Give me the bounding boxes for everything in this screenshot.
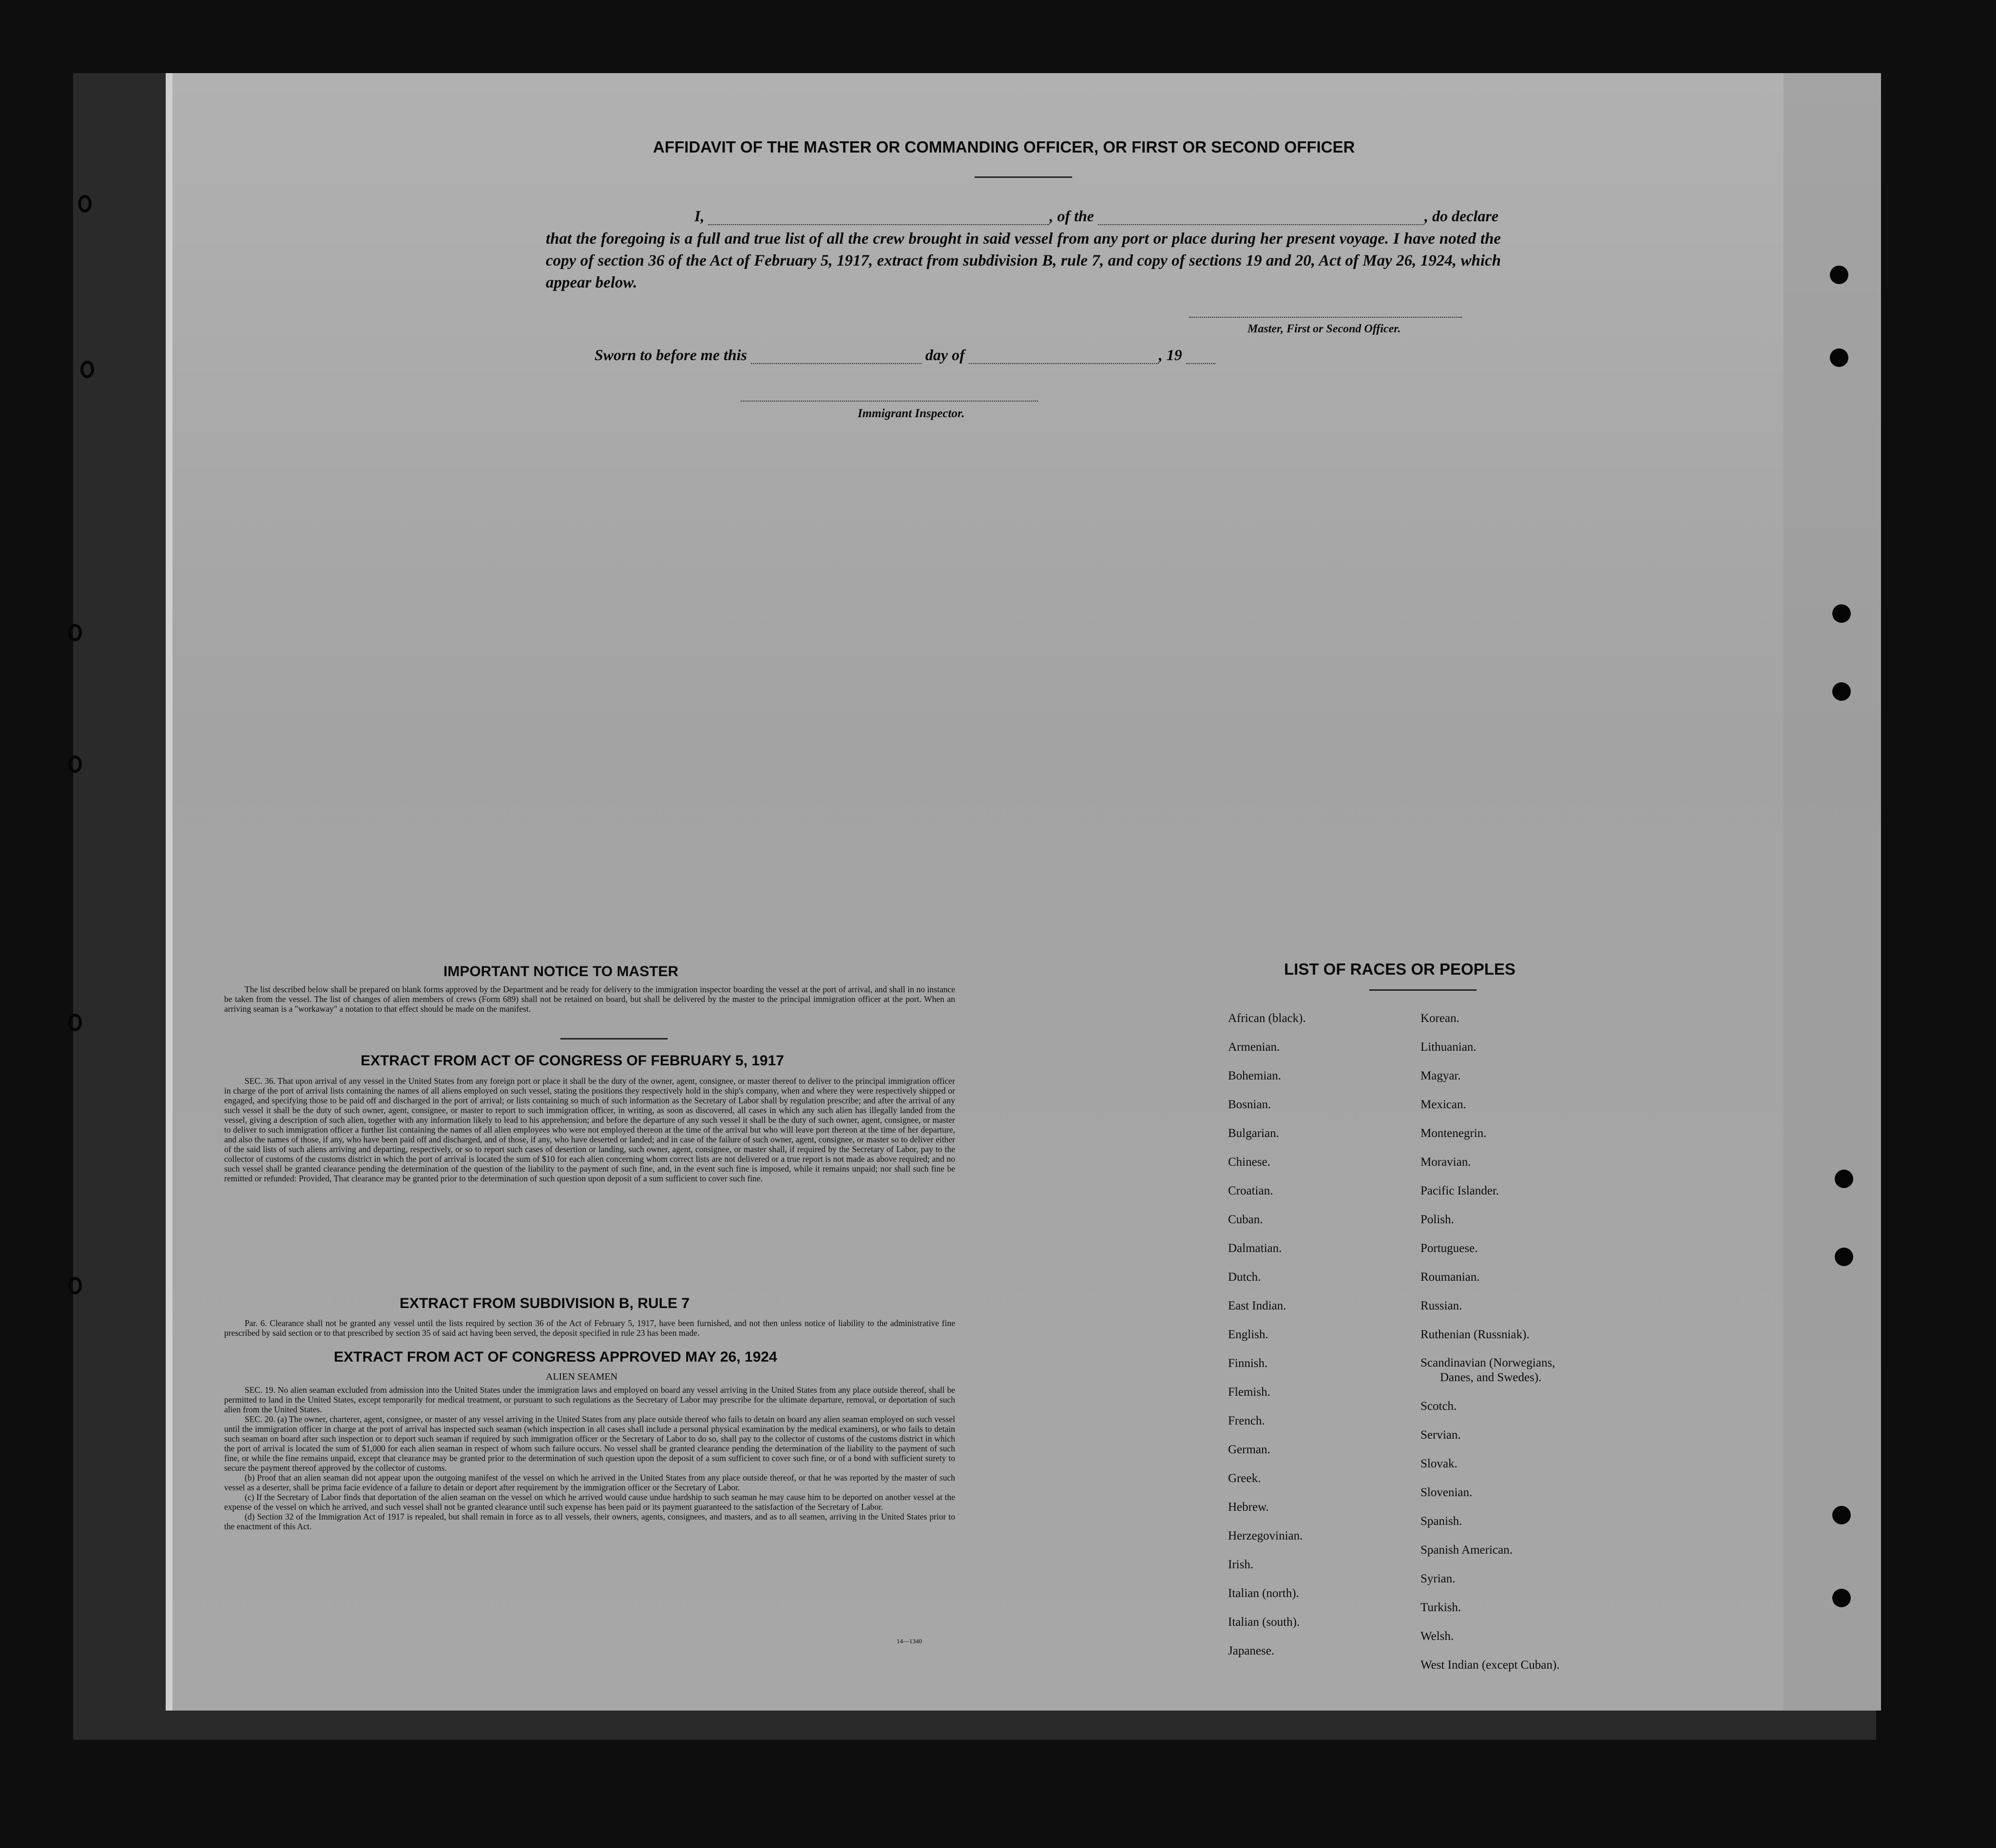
declarant-line [694, 207, 1498, 225]
binder-hole-icon [68, 755, 82, 773]
punch-hole-icon [1830, 266, 1848, 284]
sec20a-text: SEC. 20. (a) The owner, charterer, agent, consignee, or master of any vessel arriving in the United States from any place outside thereof who fails to detain on board any alien seaman employed on such vessel until the immigration officer in charge at the port of arrival has inspected such seaman (which inspection in all cases shall include a personal physical examination by the medical examiners), or who fails to detain such seaman on board after such inspection or to deport such seaman if required by such immigration officer or the Secretary of Labor to do so, shall pay to the collector of customs of the customs district in which the port of arrival is located the sum of $1,000 for each alien seaman in respect of whom such failure occurs. No vessel shall be granted clearance pending the determination of the liability to the payment of such fine, or while the fine remains unpaid, except that clearance may be granted prior to the determination of such question upon the deposit of a sum sufficient to cover such fine, or of a bond with sufficient surety to secure the payment thereof approved by the collector of customs. [224, 1414, 955, 1473]
race-item: Greek. [1228, 1472, 1261, 1485]
affidavit-body [546, 228, 1501, 294]
race-item: Slovak. [1420, 1457, 1458, 1470]
sec20d-text: (d) Section 32 of the Immigration Act of 1917 is repealed, but shall remain in force as to all vessels, their owners, agents, consignees, and masters, and as to all seamen, arriving in the United States prior to the enactment of this Act. [224, 1512, 955, 1531]
race-item: Pacific Islander. [1420, 1184, 1499, 1197]
race-item: Spanish. [1420, 1515, 1462, 1528]
sworn-dayof: day of [925, 346, 965, 364]
declare-text: , do declare [1424, 207, 1498, 225]
affidavit-title: AFFIDAVIT OF THE MASTER OR COMMANDING OFFICER, OR FIRST OR SECOND OFFICER [653, 138, 1355, 156]
races-right-column [1420, 1004, 1559, 1679]
title-rule [975, 176, 1072, 178]
race-item: Mexican. [1420, 1098, 1466, 1111]
race-item: African (black). [1228, 1012, 1306, 1025]
sworn-month-field[interactable] [969, 363, 1159, 364]
declarant-prefix: I, [694, 207, 705, 225]
races-title: LIST OF RACES OR PEOPLES [1284, 960, 1516, 978]
race-item: Syrian. [1420, 1572, 1456, 1585]
extract-1924-title: EXTRACT FROM ACT OF CONGRESS APPROVED MAY 26, 1924 [334, 1349, 777, 1365]
section-rule [560, 1038, 668, 1040]
race-item: Bosnian. [1228, 1098, 1271, 1111]
declarant-name-field[interactable] [708, 224, 1049, 225]
sworn-prefix: Sworn to before me this [595, 346, 747, 364]
race-item: German. [1228, 1443, 1270, 1456]
race-item: Italian (south). [1228, 1616, 1300, 1629]
sec19-text: SEC. 19. No alien seaman excluded from admission into the United States under the immigration laws and employed on board any vessel arriving in the United States from any place outside thereof, shall be permitted to land in the United States, except temporarily for medical treatment, or pursuant to such regulations as the Secretary of Labor may prescribe for the ultimate departure, removal, or deportation of such alien from the United States. [224, 1385, 955, 1414]
races-rule [1369, 989, 1477, 991]
race-item: Slovenian. [1420, 1486, 1473, 1499]
rule7-body [224, 1318, 955, 1338]
race-item: Japanese. [1228, 1644, 1275, 1657]
extract-1924-body [224, 1385, 955, 1531]
race-item: Dutch. [1228, 1270, 1261, 1284]
punch-hole-icon [1832, 682, 1851, 701]
punch-hole-icon [1830, 348, 1848, 367]
punch-hole-icon [1832, 1589, 1851, 1607]
race-item: Irish. [1228, 1558, 1254, 1571]
race-item: West Indian (except Cuban). [1420, 1658, 1560, 1672]
extract-1917-body [224, 1076, 955, 1183]
race-item: Danes, and Swedes). [1440, 1371, 1542, 1384]
sec20b-text: (b) Proof that an alien seaman did not appear upon the outgoing manifest of the vessel on which he arrived in the United States from any place outside thereof, or that he was reported by the master of such vessel as a deserter, shall be prima facie evidence of a failure to detain or deport after requirement by the immigration officer or the Secretary of Labor. [224, 1473, 955, 1492]
race-item: Portuguese. [1420, 1242, 1478, 1255]
vessel-name-field[interactable] [1098, 224, 1424, 225]
race-item: Ruthenian (Russniak). [1420, 1328, 1530, 1341]
race-item: Bohemian. [1228, 1069, 1282, 1082]
race-item: Croatian. [1228, 1184, 1273, 1197]
races-left-column [1228, 1004, 1306, 1665]
master-caption: Master, First or Second Officer. [1248, 323, 1401, 335]
race-item: Welsh. [1420, 1630, 1454, 1643]
race-item: Italian (north). [1228, 1587, 1299, 1600]
race-item: Scandinavian (Norwegians, [1420, 1356, 1555, 1369]
race-item: Polish. [1420, 1213, 1454, 1226]
alien-seamen-subtitle: ALIEN SEAMEN [546, 1371, 618, 1382]
inspector-caption: Immigrant Inspector. [858, 407, 965, 420]
race-item: Turkish. [1420, 1601, 1461, 1614]
race-item: Servian. [1420, 1428, 1461, 1442]
race-item: Montenegrin. [1420, 1127, 1487, 1140]
race-item: Roumanian. [1420, 1270, 1480, 1284]
punch-hole-icon [1832, 604, 1851, 623]
race-item: Herzegovinian. [1228, 1529, 1303, 1542]
binder-hole-icon [68, 624, 82, 641]
notice-title: IMPORTANT NOTICE TO MASTER [443, 963, 679, 980]
sworn-year: , 19 [1158, 346, 1182, 364]
binder-hole-icon [68, 1277, 82, 1294]
race-item: French. [1228, 1414, 1265, 1427]
race-item: English. [1228, 1328, 1268, 1341]
race-item: Korean. [1420, 1012, 1459, 1025]
race-item: East Indian. [1228, 1299, 1286, 1312]
race-item: Moravian. [1420, 1155, 1471, 1169]
form-number: 14—1340 [897, 1637, 922, 1645]
race-item: Scotch. [1420, 1400, 1457, 1413]
notice-text: The list described below shall be prepared on blank forms approved by the Department and be ready for delivery to the immigration inspector boarding the vessel at the port of arrival, and shall in no instance be taken from the vessel. The list of changes of alien members of crews (Form 689) shall not be retained on board, but shall be delivered by the master to the principal immigration officer at the port. When an arriving seaman is a "workaway" a notation to that effect should be made on the manifest. [224, 984, 955, 1014]
sworn-year-field[interactable] [1186, 363, 1215, 364]
race-item: Finnish. [1228, 1357, 1268, 1370]
race-item: Russian. [1420, 1299, 1462, 1312]
master-signature-line[interactable] [1189, 317, 1462, 318]
affidavit-statement: that the foregoing is a full and true list of all the crew brought in said vessel from any port or place during her present voyage. I have noted the copy of section 36 of the Act of February 5, 1917, extract from subdivision B, rule 7, and copy of sections 19 and 20, Act of May 26, 1924, which appear below. [546, 230, 1501, 291]
sworn-line [595, 346, 1215, 364]
race-item: Dalmatian. [1228, 1242, 1282, 1255]
race-item: Flemish. [1228, 1386, 1270, 1399]
binder-hole-icon [68, 1014, 82, 1031]
race-item: Bulgarian. [1228, 1127, 1279, 1140]
inspector-signature-line[interactable] [741, 401, 1038, 402]
form-page [166, 73, 1881, 1711]
race-item: Lithuanian. [1420, 1040, 1477, 1054]
notice-body [224, 984, 955, 1014]
binder-hole-icon [78, 195, 92, 212]
race-item: Cuban. [1228, 1213, 1263, 1226]
punch-hole-icon [1832, 1506, 1851, 1524]
sec36-text: SEC. 36. That upon arrival of any vessel in the United States from any foreign port or place it shall be the duty of the owner, agent, consignee, or master thereof to deliver to the principal immigration officer in charge of the port of arrival lists containing the names of all aliens employed on such vessel, stating the positions they respectively hold in the ship's company, when and where they were respectively shipped or engaged, and specifying those to be paid off and discharged in the port of arrival; or lists containing so much of such information as the Secretary of Labor shall by regulation prescribe; and after the arrival of any such vessel it shall be the duty of such owner, agent, consignee, or master to report to such immigration officer, in writing, as soon as discovered, all cases in which any such alien has illegally landed from the vessel, giving a description of such alien, together with any information likely to lead to his apprehension; and before the departure of any such vessel it shall be the duty of such owner, agent, consignee, or master to deliver to such immigration officer a further list containing the names of all alien employees who were not employed thereon at the time of the arrival but who will leave port thereon at the time of her departure, and also the names of those, if any, who have been paid off and discharged, and of those, if any, who have deserted or landed; and in case of the failure of such owner, agent, consignee, or master so to deliver either of the said lists of such aliens arriving and departing, respectively, or so to report such cases of desertion or landing, such owner, agent, consignee, or master shall, if required by the Secretary of Labor, pay to the collector of customs of the customs district in which the port of arrival is located the sum of $10 for each alien concerning whom correct lists are not delivered or a true report is not made as above required; and no such vessel shall be granted clearance pending the determination of the question of the liability to the payment of such fine, and, in the event such fine is imposed, while it remains unpaid; nor shall such fine be remitted or refunded: Provided, That clearance may be granted prior to the determination of such question upon deposit of a sum sufficient to cover such fine. [224, 1076, 955, 1183]
extract-1917-title: EXTRACT FROM ACT OF CONGRESS OF FEBRUARY 5, 1917 [361, 1053, 784, 1069]
vessel-prefix: , of the [1049, 207, 1094, 225]
punch-hole-icon [1835, 1248, 1853, 1266]
rule7-text: Par. 6. Clearance shall not be granted any vessel until the lists required by section 36 of the Act of February 5, 1917, have been furnished, and not then unless notice of liability to the administrative fine prescribed by said section or to that prescribed by section 35 of said act having been served, the deposit specified in rule 23 has been made. [224, 1318, 955, 1338]
sworn-day-field[interactable] [751, 363, 921, 364]
punch-hole-icon [1835, 1170, 1853, 1188]
race-item: Spanish American. [1420, 1543, 1513, 1557]
race-item: Armenian. [1228, 1040, 1280, 1054]
race-item: Chinese. [1228, 1155, 1270, 1169]
race-item: Hebrew. [1228, 1501, 1269, 1514]
sec20c-text: (c) If the Secretary of Labor finds that deportation of the alien seaman on the vessel on which he arrived would cause undue hardship to such seaman he may cause him to be deported on another vessel at the expense of the vessel on which he arrived, and such vessel shall not be granted clearance until such expense has been paid or its payment guaranteed to the satisfaction of the Secretary of Labor. [224, 1492, 955, 1512]
binder-hole-icon [80, 361, 94, 378]
bleed-through-area [1784, 73, 1881, 1711]
race-item: Magyar. [1420, 1069, 1461, 1082]
page-edge [166, 73, 173, 1711]
rule7-title: EXTRACT FROM SUBDIVISION B, RULE 7 [400, 1295, 690, 1311]
